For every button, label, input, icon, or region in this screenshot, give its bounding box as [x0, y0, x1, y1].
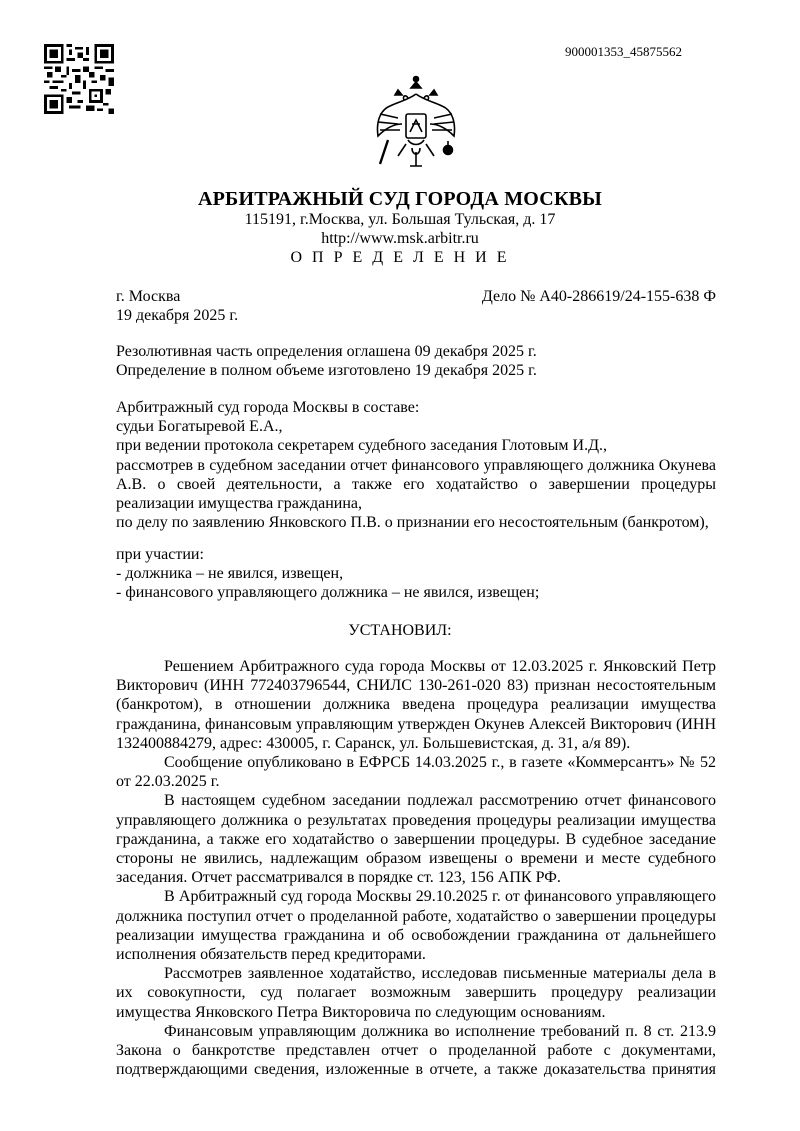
document-id: 900001353_45875562	[565, 44, 682, 59]
court-website-link[interactable]: http://www.msk.arbitr.ru	[321, 230, 479, 247]
document-type: О П Р Е Д Е Л Е Н И Е	[290, 249, 510, 266]
court-address: 115191, г.Москва, ул. Большая Тульская, д. 17	[244, 211, 556, 228]
paragraph: Решением Арбитражного суда города Москвы от 12.03.2025 г. Янковский Петр Викторович (ИНН 772403796544, СНИЛС 130-261-020 83) признан несостоятельным (банкротом), в отношении должника введена процедура реализации имущества гражданина, финансовым управляющим утвержден Окунев Алексей Викторович (ИНН 132400884279, адрес: 430005, г. Саранск, ул. Большевистская, д. 31, а/я 89).	[116, 658, 716, 752]
consideration-line: реализации имущества гражданина,	[116, 495, 362, 513]
full-text-made: Определение в полном объеме изготовлено 19 декабря 2025 г.	[116, 362, 537, 380]
paragraph: В настоящем судебном заседании подлежал рассмотрению отчет финансового управляющего должника о результатах проведения процедуры реализации имущества гражданина, а также его ходатайство о завершении процедуры. В судебное заседание стороны не явились, надлежащим образом извещены о времени и месте судебного заседания. Отчет рассматривался в порядке ст. 123, 156 АПК РФ.	[116, 792, 716, 887]
qr-code-icon	[44, 44, 114, 114]
court-composition	[116, 398, 716, 532]
established-heading: УСТАНОВИЛ:	[348, 622, 452, 639]
composition-line: Арбитражный суд города Москвы в составе:	[116, 399, 420, 416]
resolution-announced: Резолютивная часть определения оглашена 09 декабря 2025 г.	[116, 343, 537, 360]
paragraph: Сообщение опубликовано в ЕФРСБ 14.03.2025 г., в газете «Коммерсантъ» № 52 от 22.03.2025 г.	[116, 754, 716, 791]
court-name: АРБИТРАЖНЫЙ СУД ГОРОДА МОСКВЫ	[197, 188, 603, 210]
case-application-line: по делу по заявлению Янковского П.В. о признании его несостоятельным (банкротом),	[116, 514, 709, 532]
participation-title: при участии:	[116, 546, 204, 563]
consideration-line: рассмотрев в судебном заседании отчет финансового управляющего должника Окунева	[116, 456, 716, 474]
paragraph: Рассмотрев заявленное ходатайство, исследовав письменные материалы дела в их совокупности, суд полагает возможным завершить процедуру реализации имущества Янковского Петра Викторовича по следующим основаниям.	[116, 965, 716, 1021]
judge-line: судьи Богатыревой Е.А.,	[116, 418, 283, 436]
participant-item: - должника – не явился, извещен,	[116, 565, 344, 583]
case-number: Дело № А40-286619/24-155-638 Ф	[481, 288, 716, 305]
coat-of-arms-icon	[368, 74, 464, 178]
document-date: 19 декабря 2025 г.	[116, 307, 239, 325]
paragraph: Финансовым управляющим должника во исполнение требований п. 8 ст. 213.9 Закона о банкротстве представлен отчет о проделанной работе с документами, подтверждающими сведения, изложенные в отчете, а также доказательства принятия	[116, 1022, 716, 1079]
participation-block	[116, 545, 716, 603]
city: г. Москва	[116, 288, 181, 305]
resolution-block	[116, 342, 716, 380]
consideration-line: А.В. о своей деятельности, а также его ходатайство о завершении процедуры	[116, 475, 716, 493]
participant-item: - финансового управляющего должника – не явился, извещен;	[116, 584, 540, 602]
paragraph: В Арбитражный суд города Москвы 29.10.2025 г. от финансового управляющего должника поступил отчет о проделанной работе, ходатайство о завершении процедуры реализации имущества гражданина и об освобождении гражданина от дальнейшего исполнения обязательств перед кредиторами.	[116, 888, 716, 964]
secretary-line: при ведении протокола секретарем судебного заседания Глотовым И.Д.,	[116, 437, 607, 455]
main-text	[116, 657, 716, 1079]
